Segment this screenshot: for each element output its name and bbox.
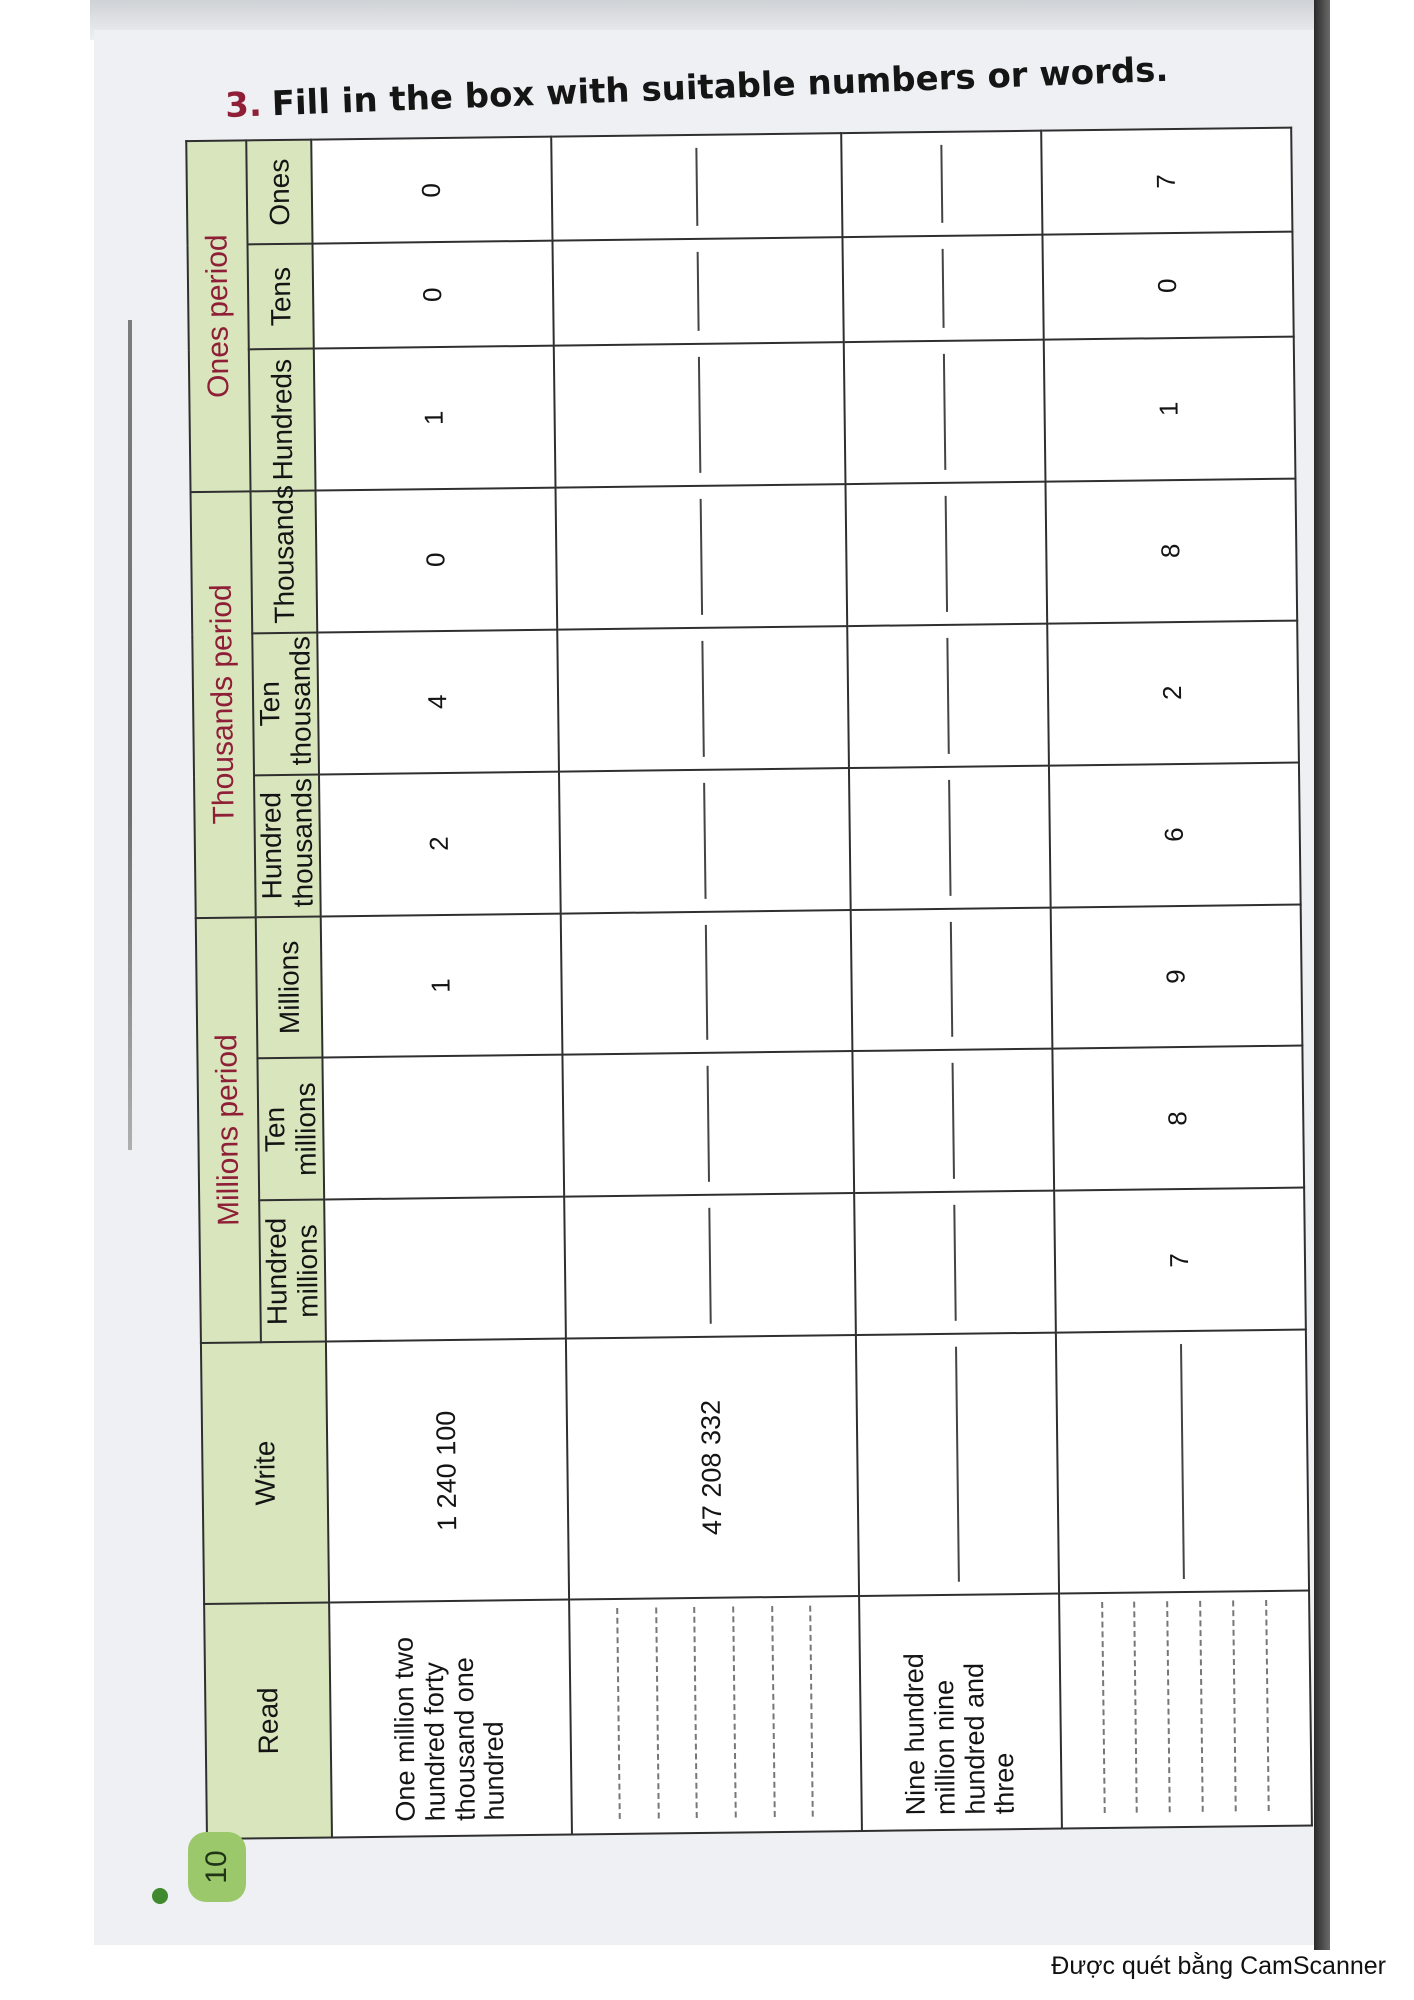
- place-value-table-wrapper: [185, 127, 1306, 1840]
- scan-edge-right: [1314, 0, 1330, 1950]
- digit-cell: 0: [315, 487, 557, 632]
- table-row: [1041, 128, 1312, 1829]
- digit-answer-cell[interactable]: [560, 910, 852, 1055]
- digit-answer-cell[interactable]: [841, 131, 1042, 238]
- answer-line: [953, 1205, 956, 1321]
- digit-cell: 8: [1052, 1046, 1304, 1191]
- header-ten-millions: Ten millions: [257, 1058, 323, 1201]
- table-row: [841, 131, 1062, 1831]
- answer-line: [951, 1063, 954, 1179]
- digit-cell: 7: [1041, 128, 1292, 235]
- header-hundred-thousands: Hundred thousands: [254, 774, 320, 917]
- answer-line: [655, 1608, 660, 1819]
- answer-line: [948, 779, 951, 895]
- digit-answer-cell[interactable]: [555, 484, 847, 629]
- answer-line: [706, 1066, 709, 1182]
- header-tens: Tens: [248, 244, 314, 349]
- page-binding-shadow: [128, 320, 132, 1150]
- digit-cell: 2: [319, 771, 561, 916]
- answer-line: [703, 782, 706, 898]
- answer-line: [695, 148, 698, 226]
- answer-lines: [570, 1605, 861, 1819]
- header-hundred-millions: Hundred millions: [259, 1200, 325, 1343]
- digit-answer-cell[interactable]: [559, 768, 851, 913]
- answer-line: [955, 1347, 960, 1582]
- digit-answer-cell[interactable]: [849, 765, 1051, 909]
- digit-cell: 2: [1047, 620, 1299, 765]
- answer-line: [708, 1208, 711, 1324]
- answer-line: [1232, 1601, 1237, 1812]
- answer-line: [1199, 1601, 1204, 1812]
- answer-line: [1180, 1344, 1185, 1579]
- answer-line: [950, 921, 953, 1037]
- answer-line: [1101, 1602, 1106, 1813]
- read-cell: One million two hundred forty thousand one hundred: [329, 1600, 572, 1838]
- answer-line: [809, 1606, 814, 1817]
- answer-line: [696, 252, 699, 330]
- answer-line: [694, 1607, 699, 1818]
- write-cell: 47 208 332: [566, 1335, 859, 1599]
- answer-line: [699, 499, 702, 615]
- read-answer-cell[interactable]: [569, 1596, 862, 1834]
- answer-line: [616, 1608, 621, 1819]
- digit-answer-cell[interactable]: [842, 235, 1043, 342]
- digit-cell: 0: [312, 241, 553, 348]
- answer-line: [944, 496, 947, 612]
- digit-answer-cell[interactable]: [850, 907, 1052, 1051]
- place-value-table: [185, 127, 1312, 1840]
- digit-cell: 0: [311, 137, 552, 244]
- digit-answer-cell[interactable]: [852, 1049, 1054, 1193]
- scanner-watermark: Được quét bằng CamScanner: [1051, 1952, 1386, 1980]
- header-millions-period: Millions period: [196, 917, 261, 1343]
- answer-line: [1265, 1600, 1270, 1811]
- answer-line: [771, 1606, 776, 1817]
- digit-answer-cell[interactable]: [551, 133, 842, 241]
- digit-answer-cell[interactable]: [847, 623, 1049, 767]
- header-millions: Millions: [256, 916, 322, 1059]
- header-ones-period: Ones period: [186, 140, 250, 491]
- digit-answer-cell[interactable]: [557, 626, 849, 771]
- answer-line: [705, 924, 708, 1040]
- digit-cell[interactable]: [324, 1197, 566, 1342]
- page-number-dot: [152, 1888, 168, 1904]
- digit-cell: 1: [314, 345, 556, 490]
- answer-line: [946, 638, 949, 754]
- header-ones: Ones: [246, 140, 312, 245]
- exercise-instruction: Fill in the box with suitable numbers or words.: [271, 49, 1170, 125]
- answer-line: [941, 249, 944, 327]
- header-thousands-period: Thousands period: [191, 491, 256, 917]
- digit-cell: 4: [317, 629, 559, 774]
- digit-cell: 9: [1050, 904, 1302, 1049]
- digit-cell: 8: [1045, 478, 1297, 623]
- digit-answer-cell[interactable]: [562, 1052, 854, 1197]
- write-cell: 1 240 100: [326, 1339, 569, 1603]
- digit-answer-cell[interactable]: [845, 481, 1047, 625]
- digit-cell[interactable]: [322, 1055, 564, 1200]
- digit-cell: 6: [1049, 762, 1301, 907]
- digit-cell: 7: [1054, 1188, 1306, 1333]
- digit-answer-cell[interactable]: [854, 1191, 1056, 1335]
- write-answer-cell[interactable]: [856, 1333, 1059, 1596]
- answer-line: [940, 145, 943, 223]
- read-answer-cell[interactable]: [1059, 1591, 1312, 1829]
- header-read: Read: [204, 1603, 332, 1839]
- header-write: Write: [201, 1342, 329, 1604]
- header-thousands: Thousands: [251, 490, 317, 633]
- answer-line: [943, 354, 946, 470]
- digit-answer-cell[interactable]: [843, 339, 1045, 483]
- header-ten-thousands: Ten thousands: [252, 632, 318, 775]
- table-row: [551, 133, 862, 1834]
- exercise-number: 3.: [224, 84, 263, 126]
- digit-cell: 0: [1042, 232, 1293, 339]
- digit-answer-cell[interactable]: [564, 1193, 856, 1338]
- table-row: [311, 137, 572, 1838]
- digit-cell: 1: [1043, 336, 1295, 481]
- header-hundreds: Hundreds: [249, 348, 315, 491]
- page-number-badge: 10: [188, 1832, 246, 1902]
- write-answer-cell[interactable]: [1056, 1330, 1309, 1594]
- answer-line: [1134, 1602, 1139, 1813]
- answer-line: [698, 357, 701, 473]
- read-cell: Nine hundred million nine hundred and three: [859, 1594, 1062, 1831]
- digit-cell: 1: [320, 913, 562, 1058]
- answer-lines: [1060, 1600, 1311, 1814]
- answer-line: [701, 641, 704, 757]
- answer-line: [732, 1607, 737, 1818]
- digit-answer-cell[interactable]: [552, 238, 843, 346]
- digit-answer-cell[interactable]: [553, 342, 845, 487]
- answer-line: [1166, 1601, 1171, 1812]
